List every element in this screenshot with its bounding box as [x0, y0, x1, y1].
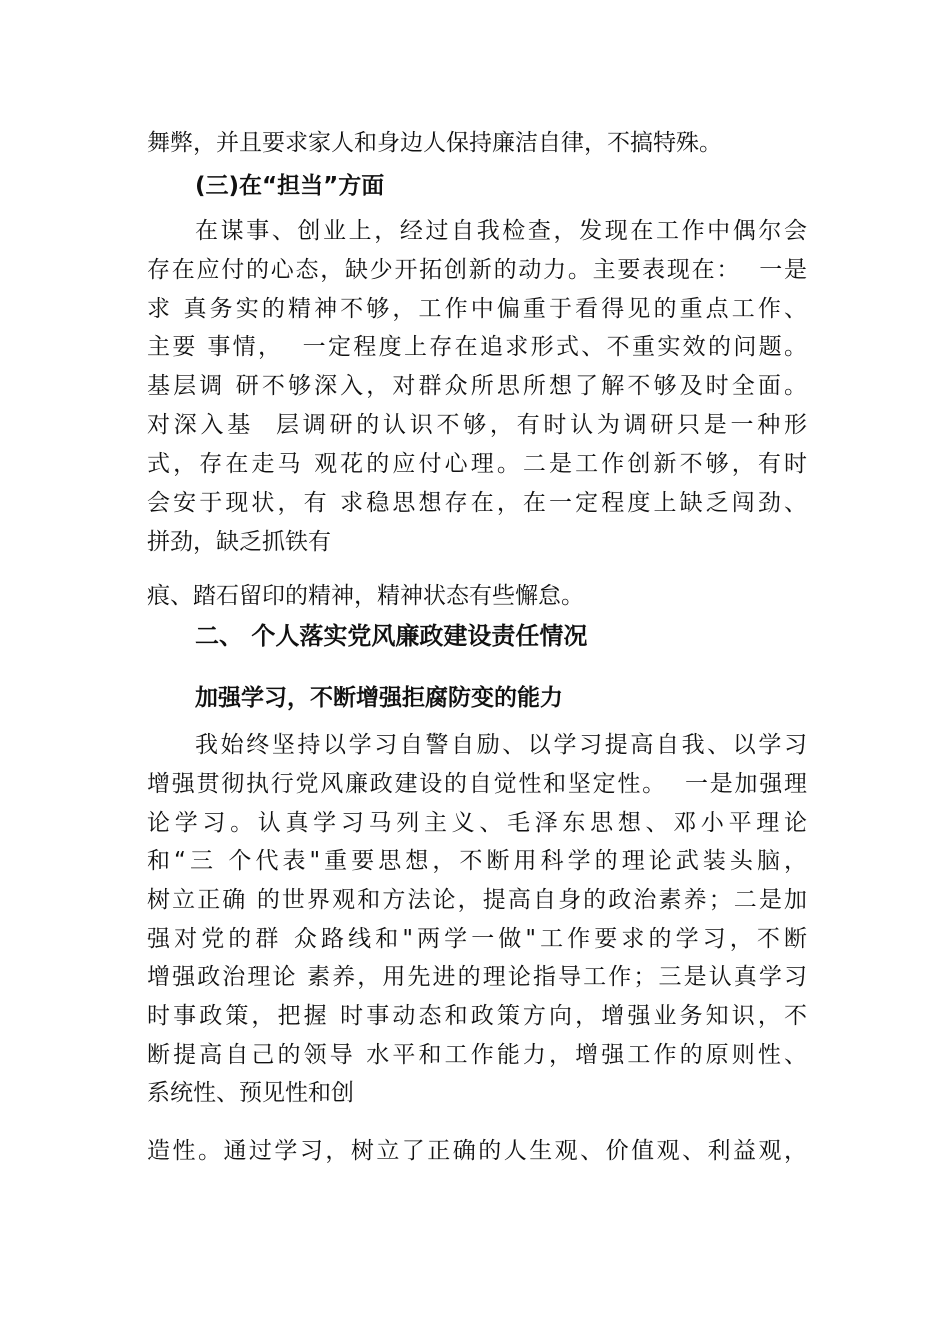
body-text-line: 断提高自己的领导 水平和工作能力，增强工作的原则性、	[147, 1042, 807, 1068]
body-text-line: 在谋事、创业上，经过自我检查，发现在工作中偶尔会	[195, 218, 807, 244]
body-text-line: 增强贯彻执行党风廉政建设的自觉性和坚定性。 一是加强理	[147, 771, 807, 797]
section-heading: 二、 个人落实党风廉政建设责任情况	[195, 622, 588, 650]
body-text-line: 我始终坚持以学习自警自励、以学习提高自我、以学习	[195, 732, 807, 758]
body-text-line: 基层调 研不够深入，对群众所思所想了解不够及时全面。	[147, 373, 807, 399]
body-text-line: 求 真务实的精神不够，工作中偏重于看得见的重点工作、	[147, 296, 807, 322]
body-text-line: 会安于现状，有 求稳思想存在，在一定程度上缺乏闯劲、	[147, 490, 807, 516]
body-text-line: 拼劲，缺乏抓铁有	[147, 529, 331, 555]
body-text-line: 式，存在走马 观花的应付心理。二是工作创新不够，有时	[147, 451, 807, 477]
body-text-line: 舞弊，并且要求家人和身边人保持廉洁自律，不搞特殊。	[147, 130, 722, 156]
body-text-line: 强对党的群 众路线和"两学一做"工作要求的学习，不断	[147, 926, 807, 952]
body-text-line: 树立正确 的世界观和方法论，提高自身的政治素养；二是加	[147, 887, 807, 913]
body-text-line: 论学习。认真学习马列主义、毛泽东思想、邓小平理论	[147, 810, 807, 836]
body-text-line: 对深入基 层调研的认识不够，有时认为调研只是一种形	[147, 412, 807, 438]
body-text-line: 增强政治理论 素养，用先进的理论指导工作；三是认真学习	[147, 964, 807, 990]
body-text-line: 主要 事情， 一定程度上存在追求形式、不重实效的问题。	[147, 334, 807, 360]
body-text-line: 造性。通过学习，树立了正确的人生观、价值观、利益观，	[147, 1138, 807, 1164]
body-text-line: 存在应付的心态，缺少开拓创新的动力。主要表现在： 一是	[147, 257, 807, 283]
body-text-line: 时事政策，把握 时事动态和政策方向，增强业务知识，不	[147, 1003, 807, 1029]
body-text-line: 痕、踏石留印的精神，精神状态有些懈怠。	[147, 583, 584, 609]
body-text-line: 系统性、预见性和创	[147, 1080, 354, 1106]
subheading: 加强学习，不断增强拒腐防变的能力	[195, 685, 563, 711]
body-text-line: 和“三 个代表"重要思想，不断用科学的理论武装头脑，	[147, 848, 807, 874]
subheading: (三)在“担当”方面	[195, 173, 385, 199]
